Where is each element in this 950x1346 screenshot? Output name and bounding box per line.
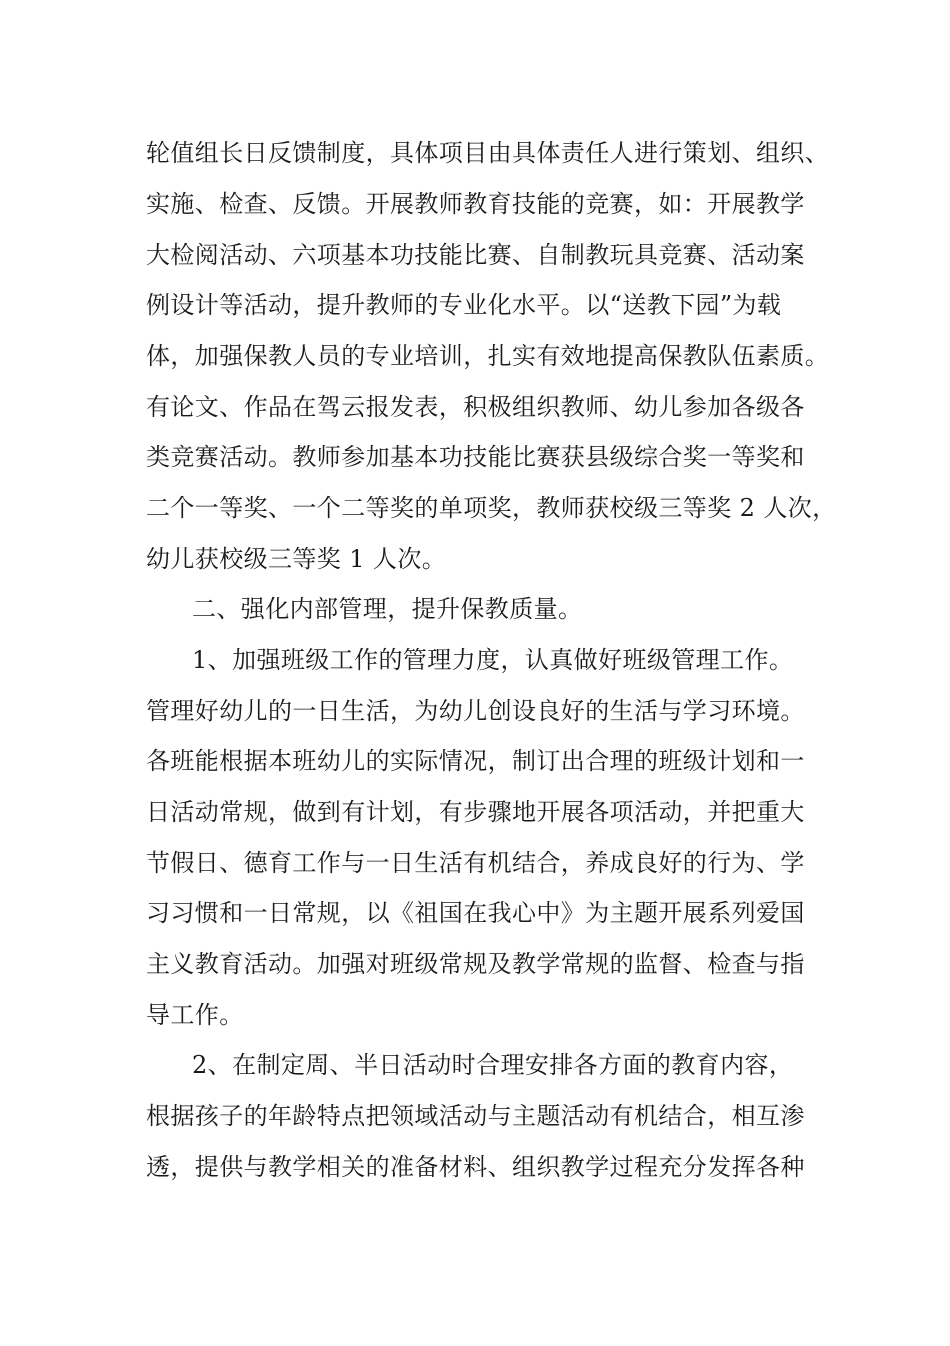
text-line: 日活动常规，做到有计划，有步骤地开展各项活动，并把重大	[146, 798, 805, 826]
text-line: 类竞赛活动。教师参加基本功技能比赛获县级综合奖一等奖和	[146, 443, 805, 471]
text-line: 实施、检查、反馈。开展教师教育技能的竞赛，如：开展教学	[146, 190, 805, 218]
text-line: 习习惯和一日常规，以《祖国在我心中》为主题开展系列爱国	[146, 899, 805, 927]
text-line: 体，加强保教人员的专业培训，扎实有效地提高保教队伍素质。	[146, 342, 830, 370]
text-line: 主义教育活动。加强对班级常规及教学常规的监督、检查与指	[146, 950, 805, 978]
text-line: 管理好幼儿的一日生活，为幼儿创设良好的生活与学习环境。	[146, 697, 805, 725]
text-line: 各班能根据本班幼儿的实际情况，制订出合理的班级计划和一	[146, 747, 805, 775]
text-line: 透，提供与教学相关的准备材料、组织教学过程充分发挥各种	[146, 1153, 805, 1181]
text-line: 有论文、作品在驾云报发表，积极组织教师、幼儿参加各级各	[146, 393, 805, 421]
text-line: 1、加强班级工作的管理力度，认真做好班级管理工作。	[192, 646, 794, 674]
text-line: 根据孩子的年龄特点把领域活动与主题活动有机结合，相互渗	[146, 1102, 805, 1130]
text-line: 节假日、德育工作与一日生活有机结合，养成良好的行为、学	[146, 849, 805, 877]
text-line: 导工作。	[146, 1001, 244, 1029]
text-line: 例设计等活动，提升教师的专业化水平。以“送教下园”为载	[146, 291, 782, 319]
text-line: 幼儿获校级三等奖 1 人次。	[146, 545, 447, 573]
text-line: 轮值组长日反馈制度，具体项目由具体责任人进行策划、组织、	[146, 139, 830, 167]
text-line: 2、在制定周、半日活动时合理安排各方面的教育内容，	[192, 1051, 794, 1079]
text-line: 大检阅活动、六项基本功技能比赛、自制教玩具竞赛、活动案	[146, 241, 805, 269]
text-line: 二个一等奖、一个二等奖的单项奖，教师获校级三等奖 2 人次，	[146, 494, 837, 522]
section-heading: 二、强化内部管理，提升保教质量。	[192, 595, 583, 623]
